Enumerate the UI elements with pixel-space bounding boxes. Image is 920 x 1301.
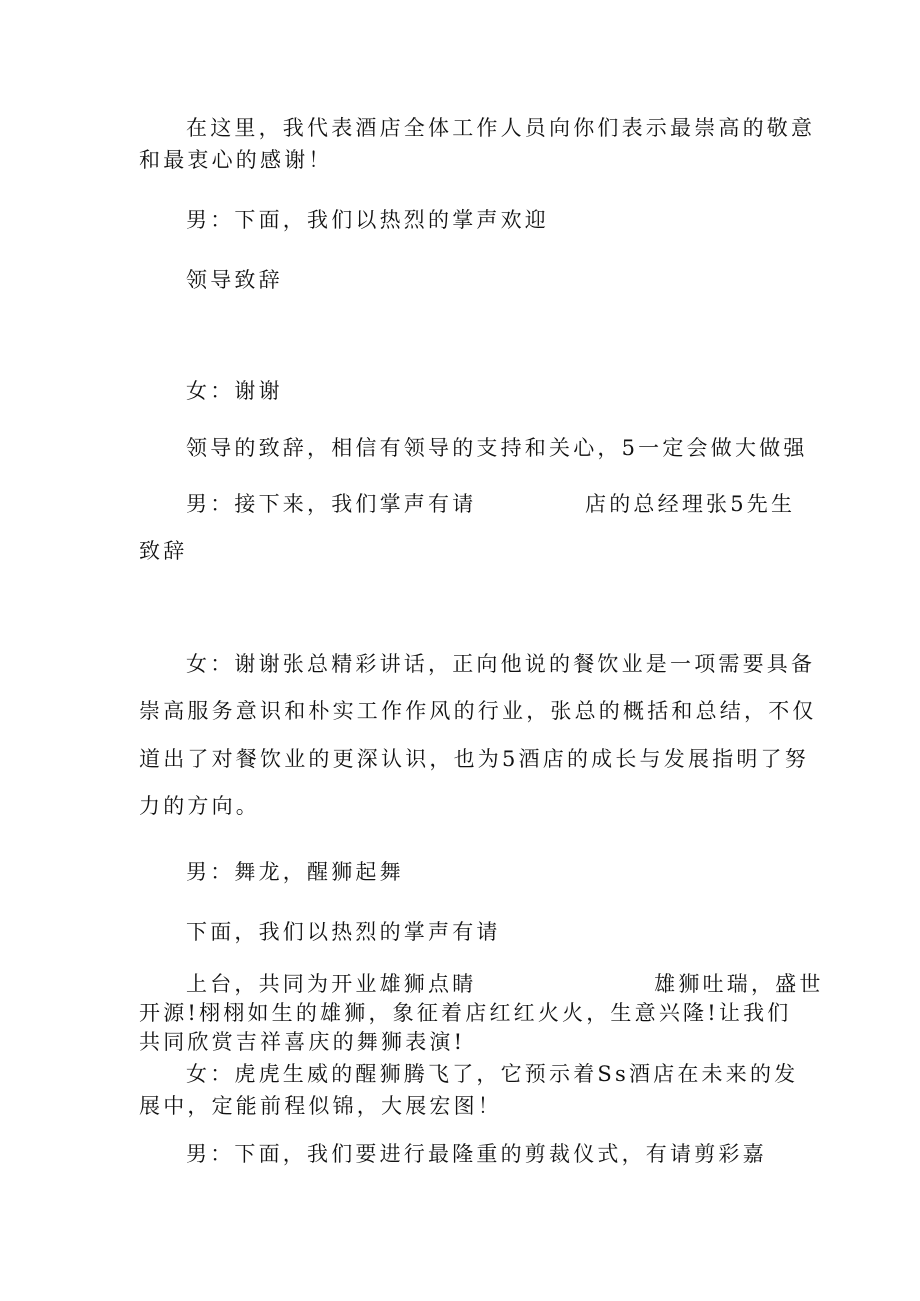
paragraph-line: 男：下面，我们以热烈的掌声欢迎 xyxy=(186,208,549,232)
paragraph-line: 男：舞龙，醒狮起舞 xyxy=(186,860,404,884)
paragraph-line: 上台，共同为开业雄狮点睛 雄狮吐瑞，盛世 xyxy=(186,972,824,996)
paragraph-line: 男：下面，我们要进行最隆重的剪裁仪式，有请剪彩嘉 xyxy=(186,1142,767,1166)
paragraph-line: 在这里，我代表酒店全体工作人员向你们表示最崇高的敬意 xyxy=(186,116,816,140)
paragraph-line: 下面，我们以热烈的掌声有请 xyxy=(186,920,501,944)
paragraph-line: 男：接下来，我们掌声有请 店的总经理张5先生 xyxy=(186,492,796,516)
paragraph-line: 女：虎虎生威的醒狮腾飞了，它预示着Ss酒店在未来的发 xyxy=(186,1062,799,1086)
paragraph-line: 女：谢谢 xyxy=(186,379,283,403)
paragraph-line: 崇高服务意识和朴实工作作风的行业，张总的概括和总结，不仅 xyxy=(139,699,817,723)
paragraph-line: 展中，定能前程似锦，大展宏图！ xyxy=(139,1094,502,1118)
paragraph-line: 和最衷心的感谢！ xyxy=(139,148,333,172)
paragraph-line: 力的方向。 xyxy=(139,794,260,818)
paragraph-line: 领导的致辞，相信有领导的支持和关心，5一定会做大做强 xyxy=(186,436,808,460)
paragraph-line: 致辞 xyxy=(139,539,188,563)
paragraph-line: 道出了对餐饮业的更深认识，也为5酒店的成长与发展指明了努 xyxy=(139,747,809,771)
paragraph-line: 开源!栩栩如生的雄狮，象征着店红红火火，生意兴隆!让我们 xyxy=(139,1001,792,1025)
paragraph-line: 共同欣赏吉祥喜庆的舞狮表演! xyxy=(139,1030,466,1054)
paragraph-line: 领导致辞 xyxy=(186,268,283,292)
paragraph-line: 女：谢谢张总精彩讲话，正向他说的餐饮业是一项需要具备 xyxy=(186,652,816,676)
